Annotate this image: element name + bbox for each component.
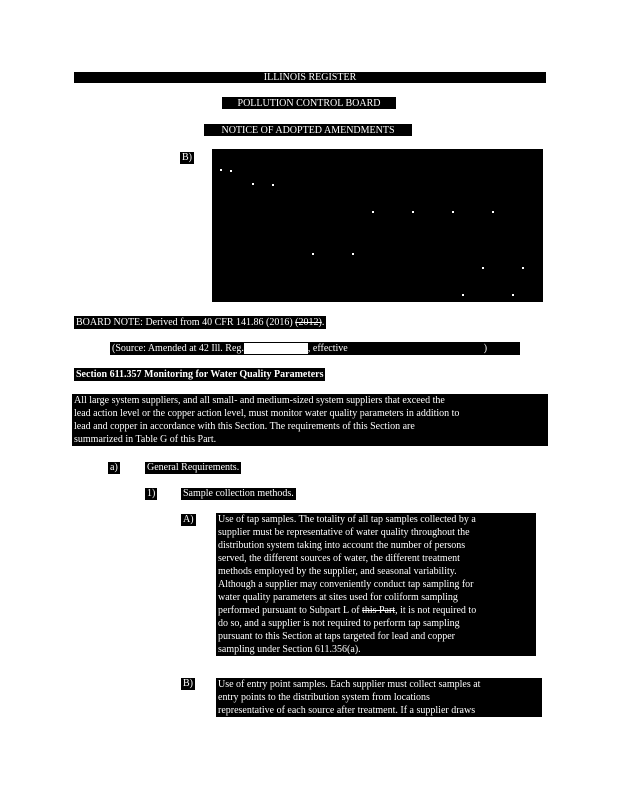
- paragraph-line: water quality parameters at sites used for coliform sampling: [218, 592, 458, 603]
- source-line: (Source: Amended at 42 Ill. Reg. , effective ): [110, 342, 520, 355]
- sample-collection-heading: Sample collection methods.: [183, 488, 294, 499]
- intro-paragraph: [72, 394, 548, 446]
- intro-line: lead action level or the copper action level, must monitor water quality parameters in addition to: [74, 408, 460, 419]
- item-b-label: B): [182, 152, 192, 163]
- paragraph-line: distribution system taking into account the number of persons: [218, 540, 466, 551]
- redacted-text-block: [212, 149, 543, 302]
- item-B-label: B): [183, 678, 193, 689]
- paragraph-line: entry points to the distribution system from locations: [218, 692, 430, 703]
- paragraph-line: Although a supplier may conveniently conduct tap sampling for: [218, 579, 474, 590]
- intro-line: All large system suppliers, and all small- and medium-sized system suppliers that exceed the: [74, 395, 445, 406]
- paragraph-line: sampling under Section 611.356(a).: [218, 644, 361, 655]
- general-requirements-heading: General Requirements.: [147, 462, 240, 473]
- entry-point-paragraph: [216, 678, 542, 717]
- paragraph-line: Use of entry point samples. Each supplier must collect samples at: [218, 679, 481, 690]
- tap-samples-paragraph: [216, 513, 536, 656]
- notice-title: NOTICE OF ADOPTED AMENDMENTS: [204, 124, 412, 136]
- paragraph-line: methods employed by the supplier, and seasonal variability.: [218, 566, 457, 577]
- paragraph-line: performed pursuant to Subpart L of this Part, it is not required to: [218, 605, 477, 616]
- section-title: Section 611.357 Monitoring for Water Quality Parameters: [76, 369, 324, 380]
- board-note: BOARD NOTE: Derived from 40 CFR 141.86 (2016) (2012).: [76, 317, 325, 328]
- paragraph-line: supplier must be representative of water quality throughout the: [218, 527, 470, 538]
- register-title: ILLINOIS REGISTER: [263, 72, 357, 83]
- paragraph-line: Use of tap samples. The totality of all tap samples collected by a: [218, 514, 476, 525]
- paragraph-line: do so, and a supplier is not required to perform tap sampling: [218, 618, 460, 629]
- item-1-label: 1): [147, 488, 156, 499]
- paragraph-line: pursuant to this Section at taps targeted for lead and copper: [218, 631, 455, 642]
- intro-line: lead and copper in accordance with this Section. The requirements of this Section are: [74, 421, 415, 432]
- item-A-label: A): [183, 514, 194, 525]
- item-a-label: a): [110, 462, 118, 473]
- intro-line: summarized in Table G of this Part.: [74, 434, 217, 445]
- board-name: POLLUTION CONTROL BOARD: [222, 97, 396, 109]
- paragraph-line: representative of each source after treatment. If a supplier draws: [218, 705, 476, 716]
- paragraph-line: served, the different sources of water, the different treatment: [218, 553, 460, 564]
